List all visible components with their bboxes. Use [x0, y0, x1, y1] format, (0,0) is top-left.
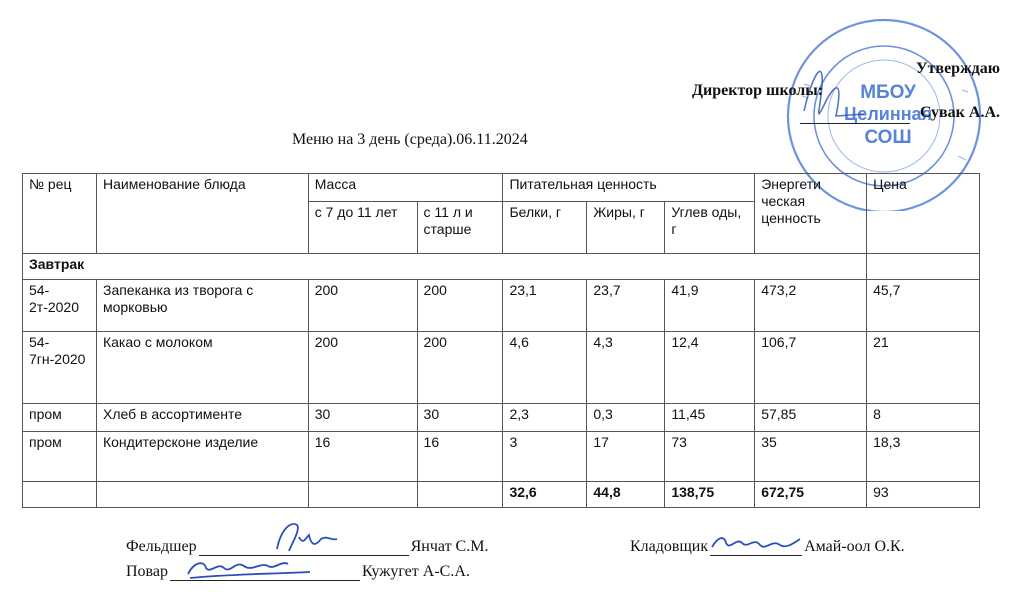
- header-row-1: [23, 174, 980, 202]
- cell-mass-2: 16: [417, 432, 503, 482]
- cell-fats: 23,7: [587, 280, 665, 332]
- cell-name: Хлеб в ассортименте: [96, 404, 308, 432]
- approval-line-1: Утверждаю: [915, 60, 1000, 77]
- cell-price: 8: [867, 404, 980, 432]
- cell-name: Какао с молоком: [96, 332, 308, 404]
- header-rec: № рец: [23, 174, 97, 254]
- cell-mass-1: 16: [308, 432, 417, 482]
- totals-empty-4: [417, 482, 503, 508]
- section-row: [23, 254, 980, 280]
- total-carbs: 138,75: [665, 482, 755, 508]
- header-proteins: Белки, г: [503, 202, 587, 254]
- totals-empty-1: [23, 482, 97, 508]
- header-mass: Масса: [308, 174, 503, 202]
- cell-price: 45,7: [867, 280, 980, 332]
- cell-fats: 4,3: [587, 332, 665, 404]
- totals-row: [23, 482, 980, 508]
- cell-mass-2: 200: [417, 332, 503, 404]
- stamp-line-3: СОШ: [864, 127, 912, 148]
- cell-price: 21: [867, 332, 980, 404]
- table-row: [23, 404, 980, 432]
- stamp-line-2: Целинная: [843, 104, 933, 124]
- storekeeper-label: Кладовщик: [630, 538, 709, 555]
- total-price: 93: [867, 482, 980, 508]
- table-row: [23, 280, 980, 332]
- cell-carbs: 11,45: [665, 404, 755, 432]
- cell-proteins: 4,6: [503, 332, 587, 404]
- total-energy: 672,75: [755, 482, 867, 508]
- approval-block: [670, 58, 1000, 124]
- header-carbs: Углев оды, г: [665, 202, 755, 254]
- cell-carbs: 12,4: [665, 332, 755, 404]
- table-row: [23, 432, 980, 482]
- cell-energy: 35: [755, 432, 867, 482]
- storekeeper-name: Амай-оол О.К.: [804, 538, 905, 555]
- approval-line-2: Директор школы:: [692, 82, 824, 99]
- header-nutrition: Питательная ценность: [503, 174, 755, 202]
- medic-label: Фельдшер: [126, 538, 197, 555]
- table-row: [23, 332, 980, 404]
- cell-rec: пром: [23, 432, 97, 482]
- total-fats: 44,8: [587, 482, 665, 508]
- approval-line-3: Сувак А.А.: [919, 104, 1000, 121]
- cell-name: Кондитерсконе изделие: [96, 432, 308, 482]
- cell-name: Запеканка из творога с морковью: [96, 280, 308, 332]
- stamp-line-1: МБОУ: [860, 82, 916, 103]
- medic-name: Янчат С.М.: [410, 538, 489, 555]
- cell-rec: 54-2т-2020: [23, 280, 97, 332]
- cell-energy: 106,7: [755, 332, 867, 404]
- cell-mass-1: 200: [308, 280, 417, 332]
- totals-empty-2: [96, 482, 308, 508]
- director-signature-line: [800, 109, 910, 124]
- cell-price: 18,3: [867, 432, 980, 482]
- approval-line-3-wrap: [670, 102, 1000, 124]
- section-empty-cell: [867, 254, 980, 280]
- cell-mass-1: 30: [308, 404, 417, 432]
- cell-energy: 473,2: [755, 280, 867, 332]
- cell-rec: пром: [23, 404, 97, 432]
- cell-proteins: 3: [503, 432, 587, 482]
- header-fats: Жиры, г: [587, 202, 665, 254]
- cook-label: Повар: [126, 563, 168, 580]
- cell-mass-2: 200: [417, 280, 503, 332]
- menu-table: [22, 173, 980, 508]
- cell-proteins: 2,3: [503, 404, 587, 432]
- cell-mass-2: 30: [417, 404, 503, 432]
- cell-fats: 17: [587, 432, 665, 482]
- page-title: Меню на 3 день (среда).06.11.2024: [292, 131, 528, 148]
- cell-fats: 0,3: [587, 404, 665, 432]
- cell-carbs: 41,9: [665, 280, 755, 332]
- storekeeper-signature-icon: [710, 525, 802, 555]
- cell-mass-1: 200: [308, 332, 417, 404]
- storekeeper-signature-block: [630, 538, 905, 556]
- totals-empty-3: [308, 482, 417, 508]
- cook-signature-block: [126, 563, 470, 581]
- header-price: Цена: [867, 174, 980, 254]
- cell-carbs: 73: [665, 432, 755, 482]
- section-label: Завтрак: [23, 254, 867, 280]
- cell-proteins: 23,1: [503, 280, 587, 332]
- header-mass-11: с 11 л и старше: [417, 202, 503, 254]
- cell-energy: 57,85: [755, 404, 867, 432]
- total-proteins: 32,6: [503, 482, 587, 508]
- storekeeper-signature-line: [710, 539, 802, 556]
- cook-signature-line: [170, 564, 360, 581]
- header-energy: Энергети ческая ценность: [755, 174, 867, 254]
- cook-name: Кужугет А-С.А.: [362, 563, 470, 580]
- header-name: Наименование блюда: [96, 174, 308, 254]
- cook-signature-icon: [170, 544, 360, 580]
- cell-rec: 54-7гн-2020: [23, 332, 97, 404]
- header-mass-7-11: с 7 до 11 лет: [308, 202, 417, 254]
